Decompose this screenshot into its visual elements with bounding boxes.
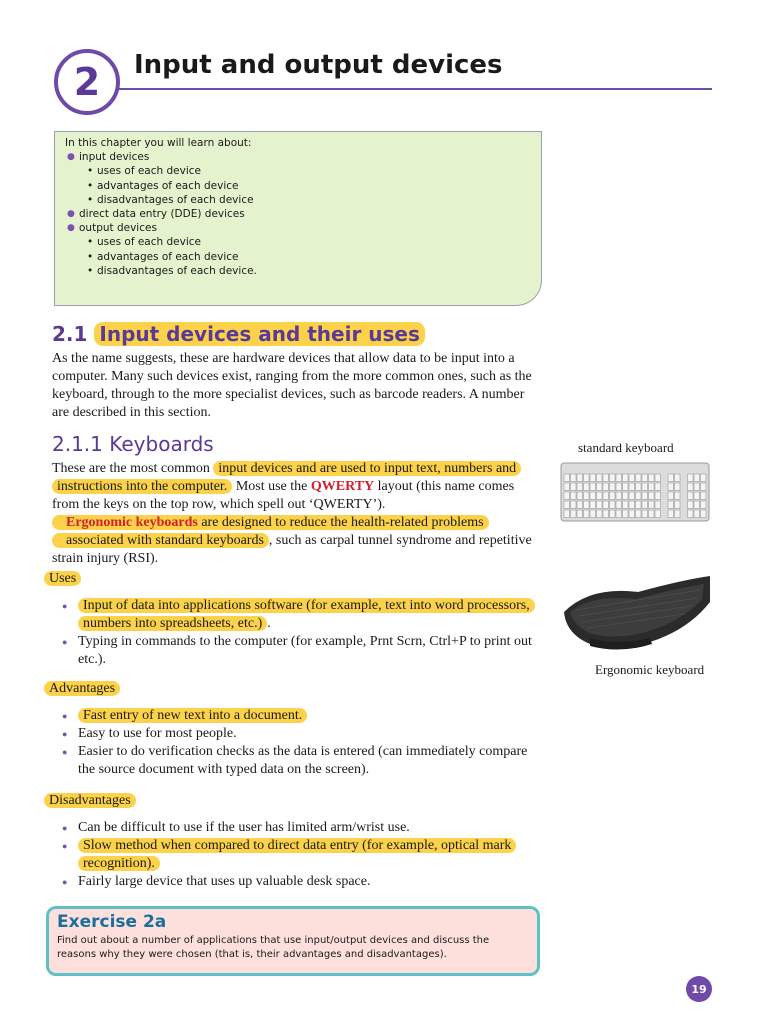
kbd-text-3: layout (this name comes from the keys on the top row, which spell out ‘QWERTY’). (52, 479, 515, 512)
highlighted-text: Input of data into applications software (for example, text into word processors, numbers into spreadsheets, etc.) (78, 598, 535, 631)
item-text: Easy to use for most people. (78, 726, 237, 741)
section-heading (52, 322, 425, 346)
exercise-title: Exercise 2a (57, 912, 167, 932)
kbd-text-2: Most use the (232, 479, 311, 494)
item-text: Easier to do verification checks as the data is entered (can immediately compare the source document with typed data on the screen). (78, 744, 528, 777)
objectives-intro: In this chapter you will learn about: (65, 137, 252, 149)
list-item (52, 707, 542, 725)
item-text: Typing in commands to the computer (for example, Prnt Scrn, Ctrl+P to print out etc.). (78, 634, 532, 667)
section-number: 2.1 (52, 322, 88, 346)
objective-item: • uses of each device (65, 235, 531, 249)
chapter-title-rule (118, 88, 712, 90)
list-item (52, 597, 542, 633)
standard-keyboard-caption: standard keyboard (578, 440, 674, 455)
highlighted-text: Fast entry of new text into a document. (78, 708, 307, 723)
advantages-list (52, 707, 542, 779)
objective-item: ● input devices (65, 150, 531, 164)
chapter-title: Input and output devices (134, 50, 503, 80)
standard-keyboard-image (560, 462, 710, 522)
uses-label-text: Uses (44, 571, 81, 586)
objective-item: • advantages of each device (65, 250, 531, 264)
disadvantages-list (52, 819, 542, 891)
section-title: Input devices and their uses (94, 322, 425, 346)
subsection-heading (52, 432, 214, 456)
keyboards-paragraph (52, 460, 542, 568)
kbd-highlight-1: input devices and are used to input text, numbers and instructions into the computer. (52, 461, 521, 494)
kbd-text-1: These are the most common (52, 461, 214, 476)
ergonomic-keyboard-image (560, 572, 712, 654)
advantages-label-text: Advantages (44, 681, 120, 696)
exercise-text: Find out about a number of applications that use input/output devices and discuss the reasons why they were chosen (that is, their advantages and disadvantages). (57, 935, 490, 960)
disadvantages-label-text: Disadvantages (44, 793, 136, 808)
subsection-title: Keyboards (109, 432, 214, 456)
item-text: Fairly large device that uses up valuable desk space. (78, 874, 371, 889)
item-text: Can be difficult to use if the user has limited arm/wrist use. (78, 820, 410, 835)
qwerty-term: QWERTY (310, 479, 375, 494)
item-text: . (267, 616, 271, 631)
uses-list (52, 597, 542, 669)
list-item (52, 837, 542, 873)
objective-item: ● direct data entry (DDE) devices (65, 207, 531, 221)
objectives-list (65, 150, 531, 278)
list-item (52, 873, 542, 891)
section-intro-paragraph: As the name suggests, these are hardware devices that allow data to be input into a computer. Many such devices exist, ranging from the more common ones, such as the keyboard, through to the more specialist devices, such as barcode readers. A number are described in this section. (52, 351, 532, 420)
objective-item: • disadvantages of each device. (65, 264, 531, 278)
objective-item: ● output devices (65, 221, 531, 235)
list-item (52, 819, 542, 837)
list-item (52, 633, 542, 669)
subsection-number: 2.1.1 (52, 432, 103, 456)
ergonomic-hl-text: are designed to reduce the health-related problems associated with standard keyboards (66, 515, 484, 548)
chapter-objectives-box (54, 131, 542, 306)
highlighted-text: Slow method when compared to direct data entry (for example, optical mark recognition). (78, 838, 516, 871)
list-item (52, 725, 542, 743)
page-number-badge: 19 (686, 976, 712, 1002)
list-item (52, 743, 542, 779)
advantages-label (44, 681, 120, 697)
disadvantages-label (44, 793, 136, 809)
ergonomic-text: , such as carpal tunnel syndrome and repetitive strain injury (RSI). (52, 533, 532, 566)
ergonomic-keyboard-caption: Ergonomic keyboard (595, 662, 705, 677)
chapter-number-badge: 2 (54, 49, 120, 115)
exercise-box (46, 906, 540, 976)
objective-item: • advantages of each device (65, 179, 531, 193)
objective-item: • uses of each device (65, 164, 531, 178)
ergonomic-term: Ergonomic keyboards (66, 515, 198, 530)
objective-item: • disadvantages of each device (65, 193, 531, 207)
uses-label (44, 571, 81, 587)
